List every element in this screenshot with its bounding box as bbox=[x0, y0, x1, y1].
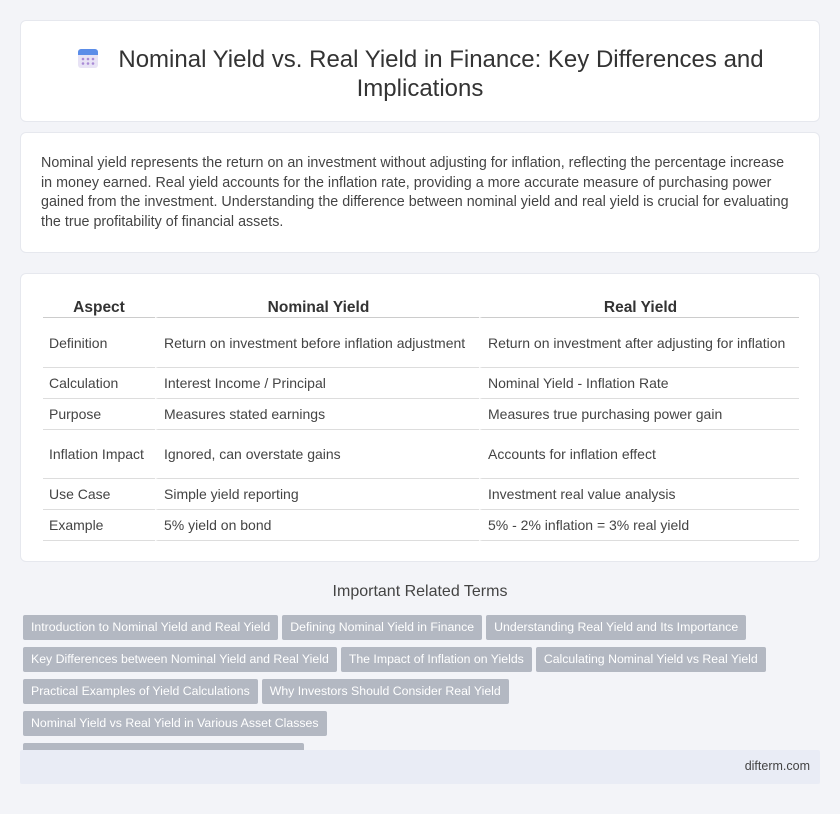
table-row bbox=[43, 479, 799, 510]
table-row bbox=[43, 318, 799, 368]
row-real: Nominal Yield - Inflation Rate bbox=[479, 368, 799, 399]
row-real: 5% - 2% inflation = 3% real yield bbox=[479, 510, 799, 541]
page-title-wrap bbox=[21, 45, 819, 103]
row-aspect: Calculation bbox=[43, 368, 155, 399]
related-terms-title: Important Related Terms bbox=[332, 583, 508, 600]
row-real: Return on investment after adjusting for inflation bbox=[479, 318, 799, 368]
title-card bbox=[20, 20, 820, 122]
header-nominal-yield: Nominal Yield bbox=[155, 296, 479, 318]
row-nominal: Interest Income / Principal bbox=[155, 368, 479, 399]
row-nominal: Ignored, can overstate gains bbox=[155, 430, 479, 479]
header-aspect: Aspect bbox=[43, 296, 155, 318]
row-real: Measures true purchasing power gain bbox=[479, 399, 799, 430]
intro-card bbox=[20, 132, 820, 253]
header-real-yield: Real Yield bbox=[479, 296, 799, 318]
comparison-card bbox=[20, 273, 820, 562]
row-aspect: Example bbox=[43, 510, 155, 541]
related-term-tag[interactable]: The Impact of Inflation on Yields bbox=[341, 647, 532, 672]
row-real: Investment real value analysis bbox=[479, 479, 799, 510]
row-aspect: Definition bbox=[43, 318, 155, 368]
related-term-tag[interactable]: Defining Nominal Yield in Finance bbox=[282, 615, 482, 640]
page-title: Nominal Yield vs. Real Yield in Finance: Key Differences and Implications bbox=[118, 46, 764, 102]
footer-site-link[interactable]: difterm.com bbox=[744, 759, 810, 773]
footer bbox=[20, 750, 820, 784]
table-row bbox=[43, 430, 799, 479]
calendar-icon bbox=[76, 46, 100, 70]
table-row bbox=[43, 510, 799, 541]
table-row bbox=[43, 399, 799, 430]
row-real: Accounts for inflation effect bbox=[479, 430, 799, 479]
related-term-tag[interactable]: Practical Examples of Yield Calculations bbox=[23, 679, 258, 704]
related-term-tag[interactable]: Nominal Yield vs Real Yield in Various Asset Classes bbox=[23, 711, 327, 736]
row-aspect: Inflation Impact bbox=[43, 430, 155, 479]
row-nominal: Return on investment before inflation adjustment bbox=[155, 318, 479, 368]
row-aspect: Purpose bbox=[43, 399, 155, 430]
intro-paragraph: Nominal yield represents the return on an investment without adjusting for inflation, reflecting the percentage increase in money earned. Real yield accounts for the inflation rate, providing a more accurate measure of purchasing power gained from the investment. Understanding the difference between nominal yield and real yield is crucial for evaluating the true profitability of financial assets. bbox=[41, 155, 789, 230]
row-nominal: Measures stated earnings bbox=[155, 399, 479, 430]
row-nominal: 5% yield on bond bbox=[155, 510, 479, 541]
related-term-tag[interactable]: Key Differences between Nominal Yield and Real Yield bbox=[23, 647, 337, 672]
row-nominal: Simple yield reporting bbox=[155, 479, 479, 510]
related-term-tag[interactable]: Why Investors Should Consider Real Yield bbox=[262, 679, 509, 704]
related-term-tag[interactable]: Understanding Real Yield and Its Importance bbox=[486, 615, 746, 640]
row-aspect: Use Case bbox=[43, 479, 155, 510]
related-term-tag[interactable]: Introduction to Nominal Yield and Real Yield bbox=[23, 615, 278, 640]
comparison-table bbox=[43, 296, 799, 541]
related-term-tag[interactable]: Calculating Nominal Yield vs Real Yield bbox=[536, 647, 766, 672]
table-row bbox=[43, 368, 799, 399]
table-header-row bbox=[43, 296, 799, 318]
